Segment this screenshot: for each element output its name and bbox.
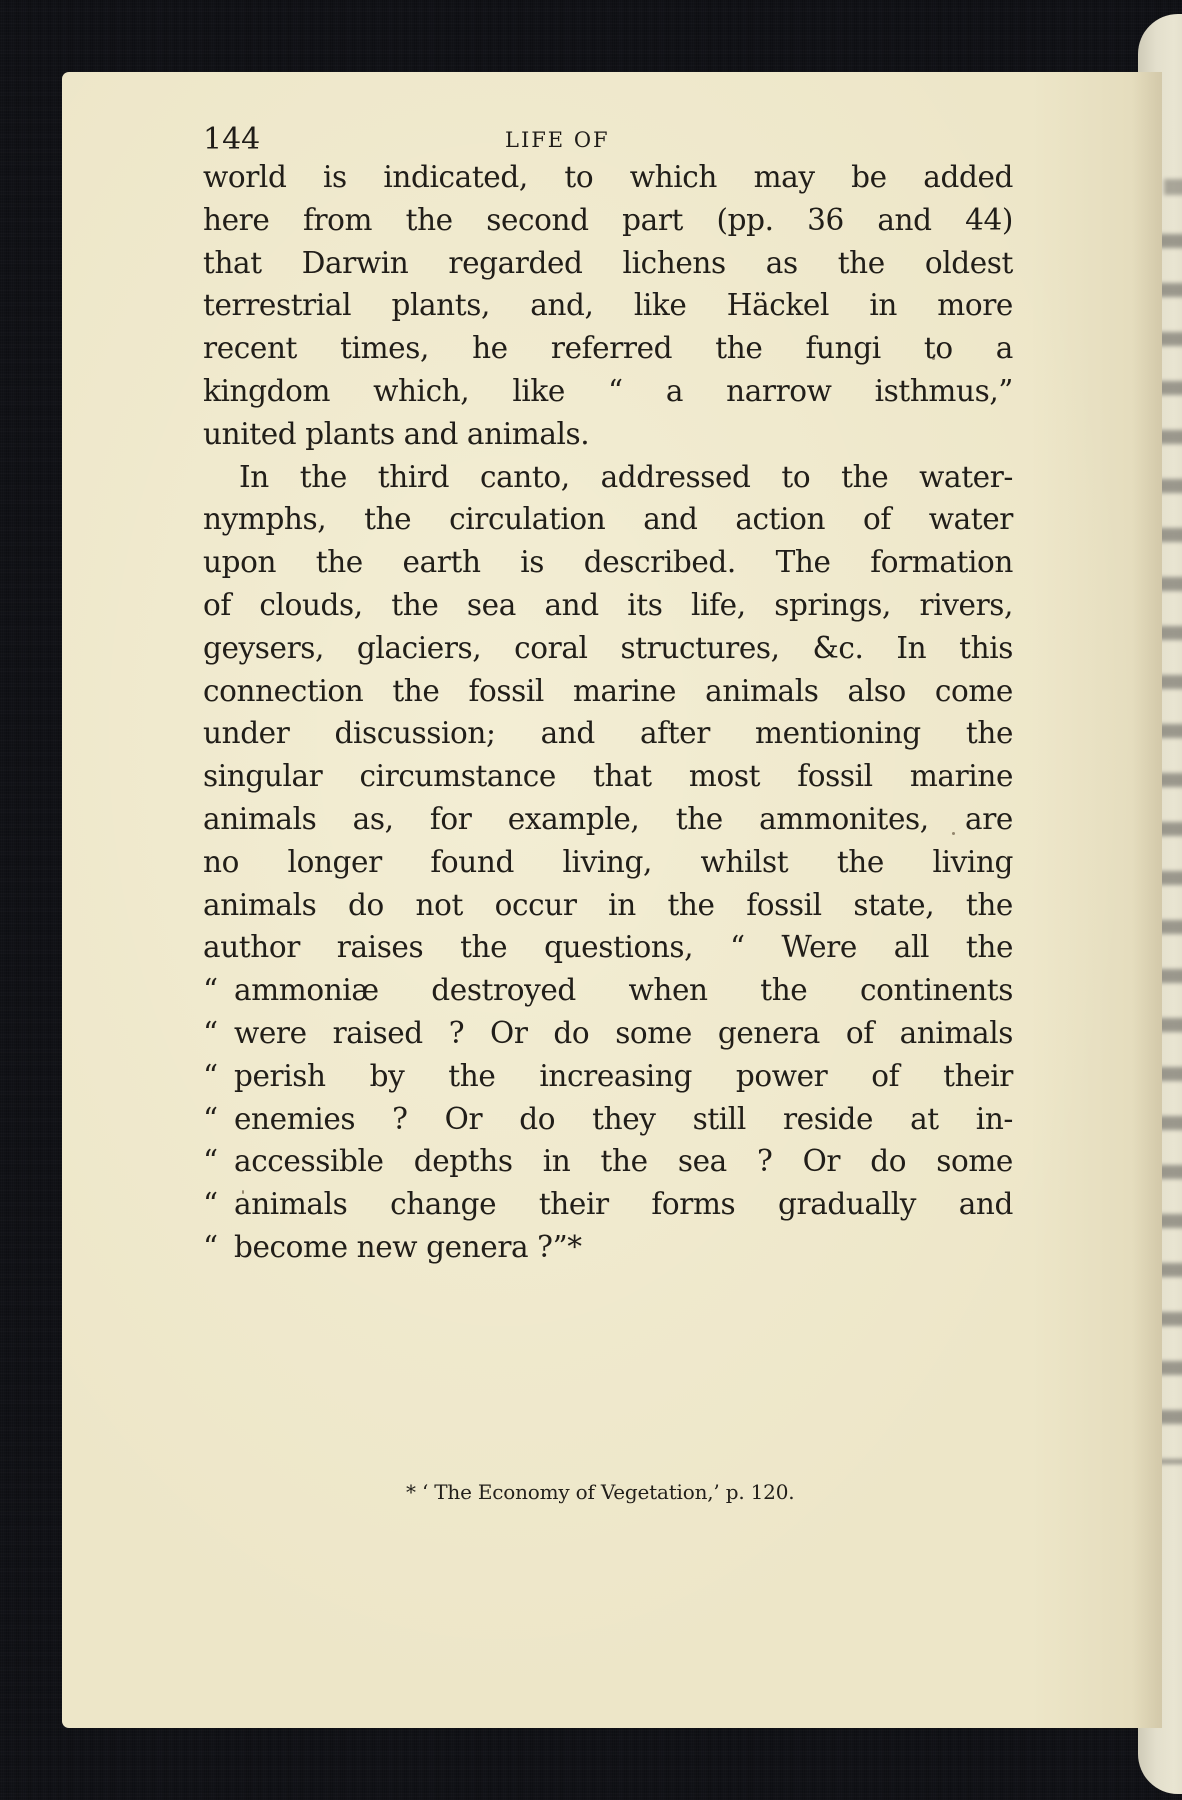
text-line: world is indicated, to which may be added [203, 160, 1013, 194]
text-line: no longer found living, whilst the living [203, 844, 1013, 879]
text-line: under discussion; and after mentioning the [203, 716, 1013, 751]
running-head: LIFE OF [505, 128, 610, 152]
quoted-text: animals change their forms gradually and [234, 1187, 1013, 1222]
quoted-text: were raised ? Or do some genera of animals [234, 1015, 1013, 1050]
quoted-text: perish by the increasing power of their [234, 1058, 1013, 1093]
text-line: recent times, he referred the fungi to a [203, 331, 1013, 366]
text-line: here from the second part (pp. 36 and 44) [203, 202, 1013, 237]
page-number: 144 [203, 122, 261, 157]
text-line: animals as, for example, the ammonites, are [203, 801, 1013, 836]
quoted-text-line [203, 1012, 1013, 1055]
quoted-text: become new genera ?”* [234, 1229, 582, 1264]
quote-mark: “ [203, 1058, 218, 1093]
text-line: kingdom which, like “ a narrow isthmus,” [203, 373, 1013, 408]
text-line: animals do not occur in the fossil state, the [203, 887, 1013, 922]
text-line: connection the fossil marine animals also come [203, 673, 1013, 708]
quoted-text-line [203, 969, 1013, 1012]
text-line: united plants and animals. [203, 416, 590, 451]
quote-mark: “ [203, 1144, 218, 1179]
facing-page-blurred-heading [1164, 179, 1182, 195]
text-line: nymphs, the circulation and action of water [203, 502, 1013, 537]
text-line: author raises the questions, “ Were all the [203, 930, 1013, 965]
quoted-text-line [203, 1140, 1013, 1183]
quote-mark: “ [203, 1187, 218, 1222]
quoted-text-line [203, 1098, 1013, 1141]
text-line: geysers, glaciers, coral structures, &c. In this [203, 630, 1013, 665]
quoted-text: enemies ? Or do they still reside at in- [234, 1101, 1013, 1136]
paragraph-start-line: In the third canto, addressed to the water- [239, 459, 1013, 494]
quoted-text-line [203, 1226, 1013, 1269]
text-line: upon the earth is described. The formation [203, 545, 1013, 580]
footnote: * ‘ The Economy of Vegetation,’ p. 120. [406, 1480, 795, 1504]
text-line: singular circumstance that most fossil marine [203, 759, 1013, 794]
body-text [203, 156, 1013, 1269]
quote-mark: “ [203, 1101, 218, 1136]
text-line: terrestrial plants, and, like Häckel in more [203, 288, 1013, 323]
quoted-text-line [203, 1183, 1013, 1226]
quote-mark: “ [203, 1229, 218, 1264]
quoted-text-line [203, 1055, 1013, 1098]
quote-mark: “ [203, 973, 218, 1008]
text-line: that Darwin regarded lichens as the oldest [203, 245, 1013, 280]
quoted-text: accessible depths in the sea ? Or do some [234, 1144, 1013, 1179]
quote-mark: “ [203, 1015, 218, 1050]
quoted-text: ammoniæ destroyed when the continents [234, 973, 1013, 1008]
text-line: of clouds, the sea and its life, springs, rivers, [203, 587, 1013, 622]
